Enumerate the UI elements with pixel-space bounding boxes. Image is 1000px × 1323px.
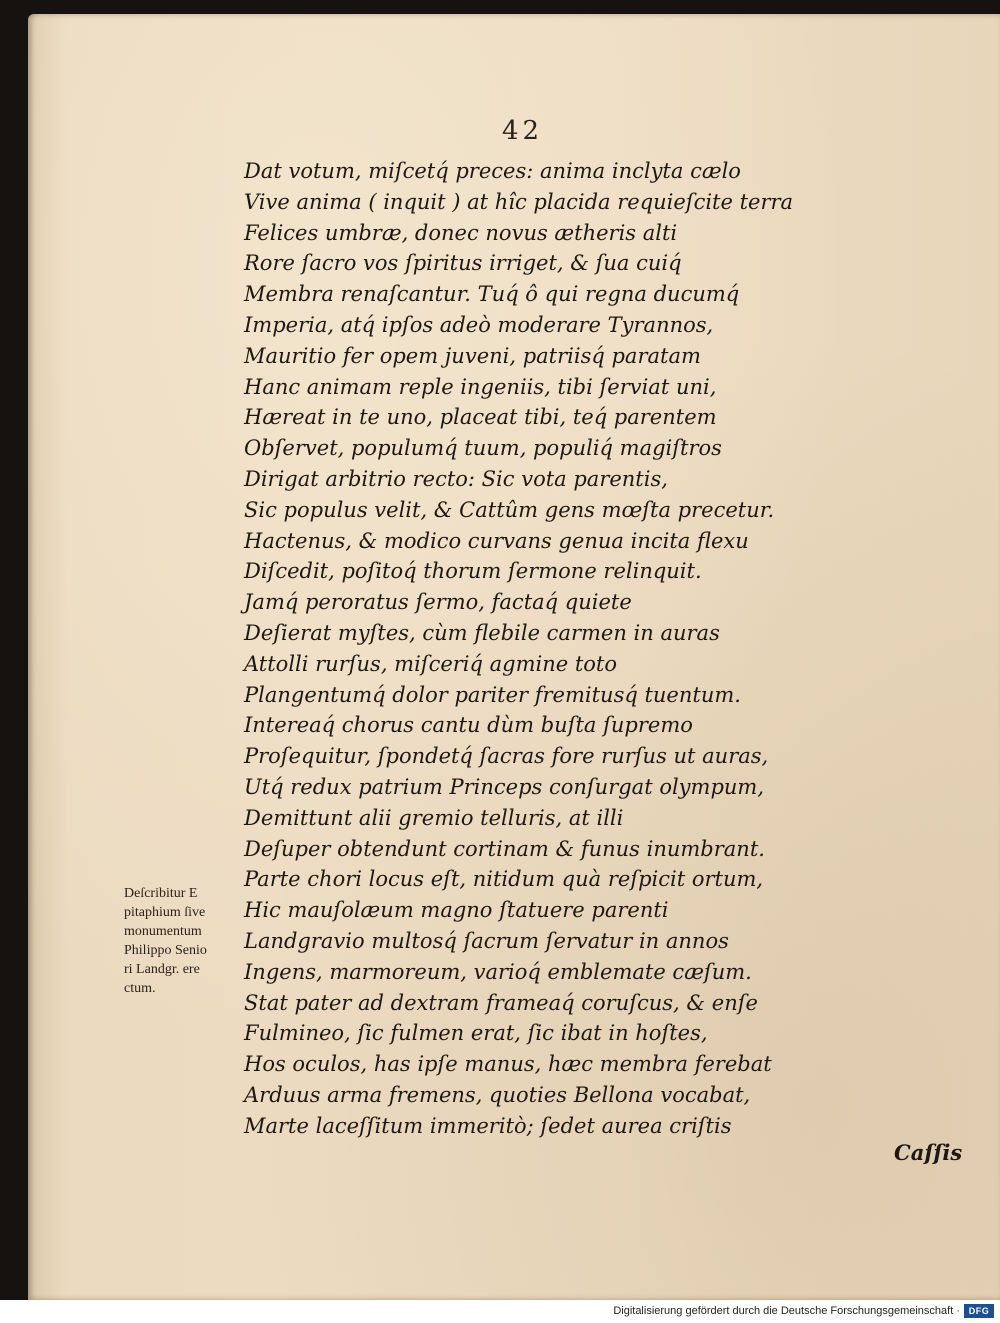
catchword: Caſſis xyxy=(894,1140,963,1165)
verse-block xyxy=(244,156,804,1142)
footer-bar xyxy=(0,1300,1000,1323)
verse-line: Hæreat in te uno, placeat tibi, teq́ parentem xyxy=(244,405,717,430)
verse-line: Fulmineo, ſic fulmen erat, ſic ibat in hoſtes, xyxy=(244,1021,708,1046)
verse-line: Attolli rurſus, miſceriq́ agmine toto xyxy=(244,651,618,676)
verse-line: Sic populus velit, & Cattûm gens mœſta precetur. xyxy=(244,497,775,522)
dfg-logo-icon: DFG xyxy=(964,1304,994,1318)
verse-line: Rore ſacro vos ſpiritus irriget, & ſua cuiq́ xyxy=(244,251,682,276)
verse-line: Utq́ redux patrium Princeps conſurgat olympum, xyxy=(244,774,765,799)
funding-credit: Digitalisierung gefördert durch die Deutsche Forschungsgemeinschaft · xyxy=(613,1305,960,1317)
verse-line: Diſcedit, poſitoq́ thorum ſermone relinquit. xyxy=(244,559,702,584)
verse-line: Membra renaſcantur. Tuq́ ô qui regna ducumq́ xyxy=(244,282,740,307)
verse-line: Obſervet, populumq́ tuum, populiq́ magiſtros xyxy=(244,436,722,461)
verse-line: Plangentumq́ dolor pariter fremitusq́ tuentum. xyxy=(244,682,741,707)
marginal-note-line: monumentum xyxy=(124,924,202,939)
verse-line: Hactenus, & modico curvans genua incita flexu xyxy=(244,528,749,553)
verse-line: Jamq́ peroratus ſermo, factaq́ quiete xyxy=(244,590,632,615)
verse-line: Hos oculos, has ipſe manus, hæc membra ferebat xyxy=(244,1052,772,1077)
verse-line: Dirigat arbitrio recto: Sic vota parentis, xyxy=(244,466,668,491)
verse-line: Vive anima ( inquit ) at hîc placida requieſcite terra xyxy=(244,189,794,214)
verse-line: Parte chori locus eſt, nitidum quà reſpicit ortum, xyxy=(244,867,764,892)
verse-line: Imperia, atq́ ipſos adeò moderare Tyrannos, xyxy=(244,312,714,337)
verse-line: Ingens, marmoreum, varioq́ emblemate cæſum. xyxy=(244,959,752,984)
page-number: 42 xyxy=(502,116,544,146)
verse-line: Deſierat myſtes, cùm flebile carmen in auras xyxy=(244,620,720,645)
marginal-note-line: pitaphium ſive xyxy=(124,905,206,920)
verse-line: Arduus arma fremens, quoties Bellona vocabat, xyxy=(244,1082,751,1107)
verse-line: Demittunt alii gremio telluris, at illi xyxy=(244,805,624,830)
verse-line: Dat votum, miſcetq́ preces: anima inclyta cælo xyxy=(244,159,741,183)
marginal-note-line: Deſcribitur E xyxy=(124,886,198,901)
verse-line: Hanc animam reple ingeniis, tibi ſerviat uni, xyxy=(244,374,717,399)
marginal-note xyxy=(124,884,242,998)
verse-line: Landgravio multosq́ ſacrum ſervatur in annos xyxy=(244,928,729,953)
marginal-note-line: ri Landgr. ere xyxy=(124,962,200,977)
verse-line: Intereaq́ chorus cantu dùm buſta ſupremo xyxy=(244,713,693,738)
verse-line: Hic mauſolæum magno ſtatuere parenti xyxy=(244,898,669,923)
marginal-note-line: Philippo Senio xyxy=(124,943,207,958)
verse-line: Mauritio fer opem juveni, patriisq́ paratam xyxy=(244,343,701,368)
marginal-note-line: ctum. xyxy=(124,981,156,996)
verse-line: Felices umbræ, donec novus ætheris alti xyxy=(244,220,678,245)
verse-line: Stat pater ad dextram frameaq́ coruſcus, & enſe xyxy=(244,990,758,1015)
book-page xyxy=(28,14,1000,1300)
verse-line: Deſuper obtendunt cortinam & funus inumbrant. xyxy=(244,836,765,861)
verse-line: Proſequitur, ſpondetq́ ſacras fore rurſus ut auras, xyxy=(244,744,769,769)
verse-line: Marte laceſſitum immeritò; ſedet aurea criſtis xyxy=(244,1113,732,1138)
